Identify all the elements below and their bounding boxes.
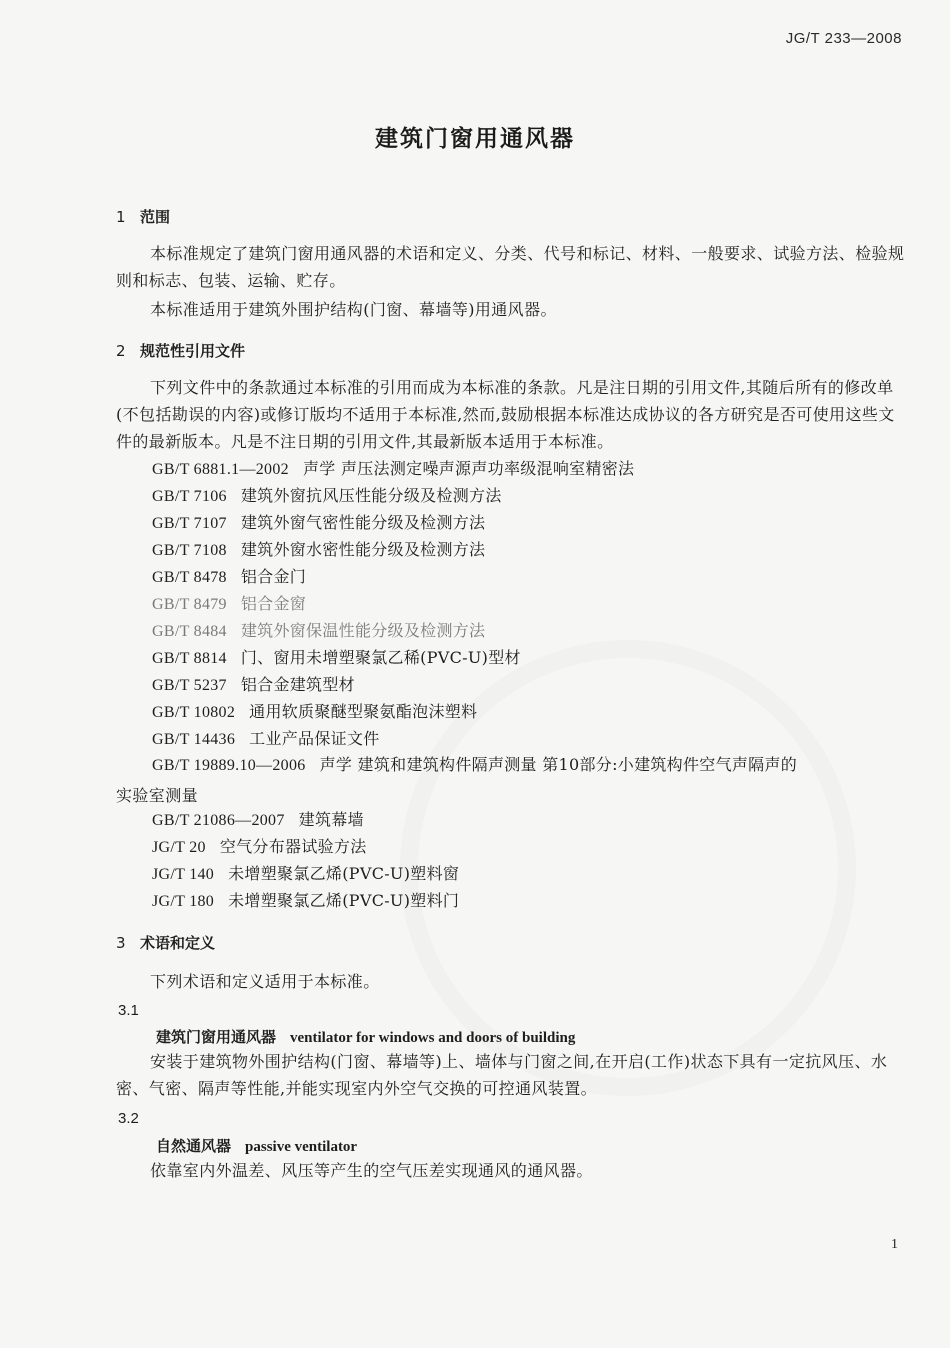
reference-item — [152, 563, 306, 591]
reference-title: 工业产品保证文件 — [249, 729, 380, 748]
term-number: 3.1 — [118, 1002, 139, 1019]
reference-title: 建筑外窗气密性能分级及检测方法 — [240, 513, 486, 532]
reference-title: 未增塑聚氯乙烯(PVC-U)塑料窗 — [228, 864, 460, 883]
section-2-heading — [116, 340, 245, 361]
reference-item — [152, 590, 306, 618]
reference-title: 声学 声压法测定噪声源声功率级混响室精密法 — [302, 459, 635, 478]
reference-code: JG/T 180 — [152, 893, 215, 910]
term-definition: 依靠室内外温差、风压等产生的空气压差实现通风的通风器。 — [150, 1161, 593, 1180]
reference-title: 铝合金建筑型材 — [240, 675, 355, 694]
reference-title: 通用软质聚醚型聚氨酯泡沫塑料 — [249, 702, 478, 721]
reference-code: JG/T 140 — [152, 866, 215, 883]
reference-item — [152, 509, 485, 537]
reference-code: GB/T 7106 — [152, 488, 227, 505]
reference-code: GB/T 8479 — [152, 596, 227, 613]
term-number: 3.2 — [118, 1110, 139, 1127]
reference-item — [152, 482, 502, 510]
reference-code: JG/T 20 — [152, 839, 206, 856]
reference-item — [152, 455, 634, 483]
reference-item — [152, 536, 485, 564]
section-3-heading — [116, 932, 215, 953]
term-definition: 安装于建筑物外围护结构(门窗、幕墙等)上、墙体与门窗之间,在开启(工作)状态下具有一定抗风压、水密、气密、隔声等性能,并能实现室内外空气交换的可控通风装置。 — [116, 1052, 888, 1098]
term-chinese: 建筑门窗用通风器 — [156, 1028, 277, 1046]
section-number: 2 — [116, 342, 126, 360]
reference-code: GB/T 6881.1—2002 — [152, 461, 289, 478]
term-heading — [156, 1135, 357, 1156]
reference-code: GB/T 5237 — [152, 677, 227, 694]
reference-code: GB/T 7107 — [152, 515, 227, 532]
section-title: 规范性引用文件 — [140, 342, 246, 360]
page-number: 1 — [891, 1237, 898, 1252]
reference-code: GB/T 10802 — [152, 704, 236, 721]
term-english: ventilator for windows and doors of building — [290, 1030, 576, 1046]
reference-code: GB/T 8814 — [152, 650, 227, 667]
reference-title: 铝合金窗 — [240, 594, 307, 613]
reference-title: 未增塑聚氯乙烯(PVC-U)塑料门 — [228, 891, 460, 910]
reference-title: 铝合金门 — [240, 567, 307, 586]
section-title: 术语和定义 — [140, 934, 216, 952]
reference-code: GB/T 19889.10—2006 — [152, 757, 306, 774]
reference-title: 建筑外窗保温性能分级及检测方法 — [240, 621, 486, 640]
reference-title: 声学 建筑和建筑构件隔声测量 第10部分:小建筑构件空气声隔声的 — [319, 755, 798, 774]
term-heading — [156, 1026, 575, 1047]
reference-item — [152, 644, 521, 672]
reference-item — [152, 887, 459, 915]
reference-title: 门、窗用未增塑聚氯乙稀(PVC-U)型材 — [240, 648, 521, 667]
reference-title: 空气分布器试验方法 — [219, 837, 367, 856]
reference-item — [152, 833, 367, 861]
reference-item — [152, 806, 364, 834]
reference-code: GB/T 14436 — [152, 731, 236, 748]
reference-continuation: 实验室测量 — [116, 786, 199, 805]
reference-item — [152, 617, 485, 645]
reference-item — [152, 725, 380, 753]
reference-code: GB/T 21086—2007 — [152, 812, 285, 829]
section-1-heading — [116, 206, 170, 227]
reference-code: GB/T 8478 — [152, 569, 227, 586]
reference-code: GB/T 7108 — [152, 542, 227, 559]
reference-item — [152, 751, 797, 779]
section-3-intro: 下列术语和定义适用于本标准。 — [150, 972, 380, 991]
document-title: 建筑门窗用通风器 — [375, 126, 575, 152]
standard-code: JG/T 233—2008 — [785, 30, 902, 47]
reference-item — [152, 698, 477, 726]
section-2-intro: 下列文件中的条款通过本标准的引用而成为本标准的条款。凡是注日期的引用文件,其随后所有的修改单(不包括勘误的内容)或修订版均不适用于本标准,然而,鼓励根据本标准达成协议的各方研究是否可使用这些文件的最新版本。凡是不注日期的引用文件,其最新版本适用于本标准。 — [116, 378, 895, 451]
section-1-paragraph-1: 本标准规定了建筑门窗用通风器的术语和定义、分类、代号和标记、材料、一般要求、试验方法、检验规则和标志、包装、运输、贮存。 — [116, 244, 905, 290]
reference-item — [152, 860, 459, 888]
term-chinese: 自然通风器 — [156, 1137, 232, 1155]
section-number: 3 — [116, 934, 126, 952]
reference-code: GB/T 8484 — [152, 623, 227, 640]
section-number: 1 — [116, 208, 126, 226]
term-english: passive ventilator — [245, 1139, 358, 1155]
section-1-paragraph-2: 本标准适用于建筑外围护结构(门窗、幕墙等)用通风器。 — [150, 300, 557, 319]
reference-item — [152, 671, 355, 699]
reference-title: 建筑外窗水密性能分级及检测方法 — [240, 540, 486, 559]
reference-title: 建筑幕墙 — [298, 810, 364, 829]
reference-title: 建筑外窗抗风压性能分级及检测方法 — [240, 486, 502, 505]
section-title: 范围 — [140, 208, 171, 226]
